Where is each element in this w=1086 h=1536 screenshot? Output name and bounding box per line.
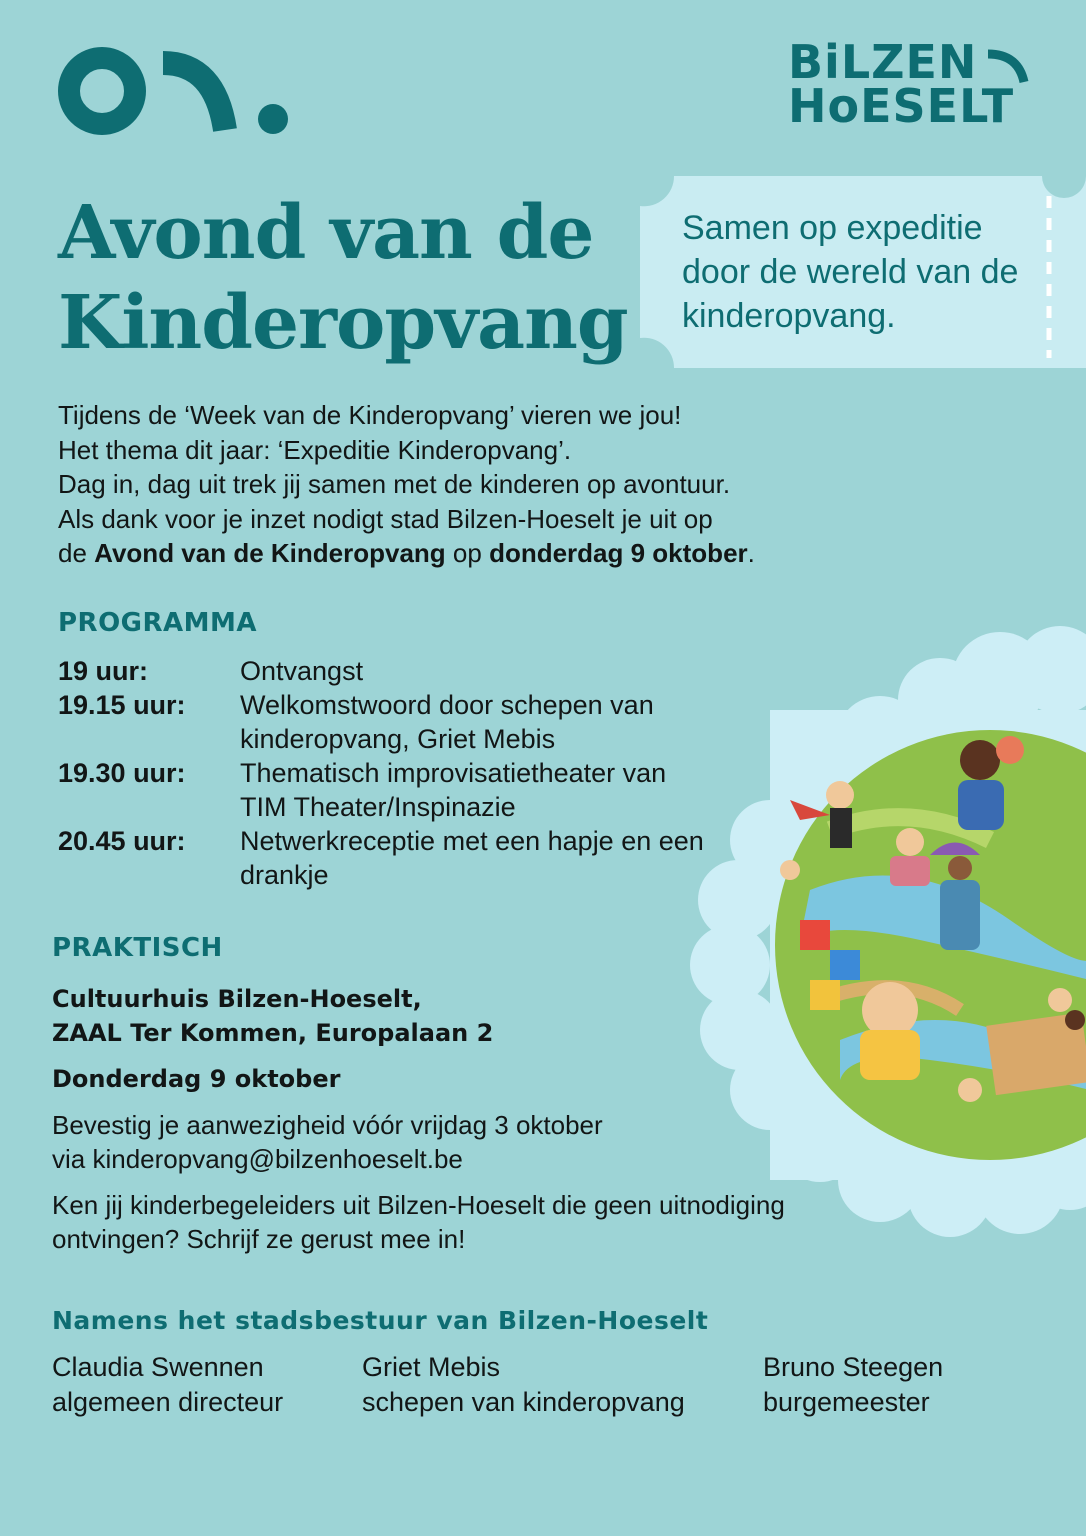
location-line-1: Cultuurhuis Bilzen-Hoeselt,: [52, 985, 422, 1013]
intro-line: [58, 536, 858, 571]
signatory: [763, 1350, 943, 1420]
program-time: 19.15 uur:: [58, 690, 186, 720]
bilzen-hoeselt-logo: [788, 35, 1033, 150]
invite-text: Ken jij kinderbegeleiders uit Bilzen-Hoeselt die geen uitnodiging ontvingen? Schrijf ze gerust mee in!: [52, 1190, 785, 1254]
on-logo-icon: [55, 45, 295, 140]
signatory-role: burgemeester: [763, 1387, 930, 1417]
program-item: [58, 756, 718, 824]
praktisch-heading: PRAKTISCH: [52, 933, 223, 963]
program-item: [58, 688, 718, 756]
program-desc: Thematisch improvisatietheater van TIM Theater/Inspinazie: [240, 758, 667, 822]
intro-paragraph: [58, 398, 858, 571]
title-line-1: Avond van de: [58, 190, 594, 276]
rsvp-text: Bevestig je aanwezigheid vóór vrijdag 3 oktober via kinderopvang@bilzenhoeselt.be: [52, 1110, 603, 1174]
signatory-name: Claudia Swennen: [52, 1352, 264, 1382]
program-list: [58, 654, 718, 892]
logo-line-2: HoESELT: [788, 79, 1015, 133]
intro-line: Als dank voor je inzet nodigt stad Bilzen-Hoeselt je uit op: [58, 503, 713, 534]
logo-line-1: BiLZEN: [788, 35, 978, 89]
location-line-2: ZAAL Ter Kommen, Europalaan 2: [52, 1019, 494, 1047]
signatory-role: schepen van kinderopvang: [362, 1387, 685, 1417]
program-item: [58, 654, 718, 688]
intro-line: Dag in, dag uit trek jij samen met de kinderen op avontuur.: [58, 469, 731, 499]
page-title: [58, 188, 658, 368]
title-line-2: Kinderopvang: [58, 280, 628, 366]
intro-text: de: [58, 538, 95, 568]
program-desc: Netwerkreceptie met een hapje en een drankje: [240, 826, 704, 890]
intro-line: Tijdens de ‘Week van de Kinderopvang’ vieren we jou!: [58, 400, 682, 430]
program-time: 19 uur:: [58, 656, 149, 686]
ticket-text: Samen op expeditie door de wereld van de kinderopvang.: [682, 209, 1019, 335]
program-desc: Welkomstwoord door schepen van kinderopvang, Griet Mebis: [240, 690, 654, 754]
event-date-line: Donderdag 9 oktober: [52, 1065, 341, 1093]
signatory-role: algemeen directeur: [52, 1387, 284, 1417]
event-name: Avond van de Kinderopvang: [94, 538, 446, 568]
signatory: [52, 1350, 283, 1420]
program-desc: Ontvangst: [240, 656, 364, 686]
logo-hook-icon: [984, 46, 1030, 86]
event-date: donderdag 9 oktober: [489, 538, 748, 568]
intro-line: Het thema dit jaar: ‘Expeditie Kinderopvang’.: [58, 434, 572, 465]
signatory: [362, 1350, 685, 1420]
intro-text: op: [445, 538, 490, 568]
namens-heading: Namens het stadsbestuur van Bilzen-Hoeselt: [52, 1306, 709, 1335]
program-item: [58, 824, 718, 892]
children-world-illustration: [690, 620, 1086, 1240]
intro-text: .: [747, 538, 755, 568]
signatory-name: Griet Mebis: [362, 1352, 501, 1382]
program-time: 19.30 uur:: [58, 758, 186, 788]
signatory-name: Bruno Steegen: [763, 1352, 944, 1382]
programma-heading: PROGRAMMA: [58, 608, 258, 638]
program-time: 20.45 uur:: [58, 826, 186, 856]
